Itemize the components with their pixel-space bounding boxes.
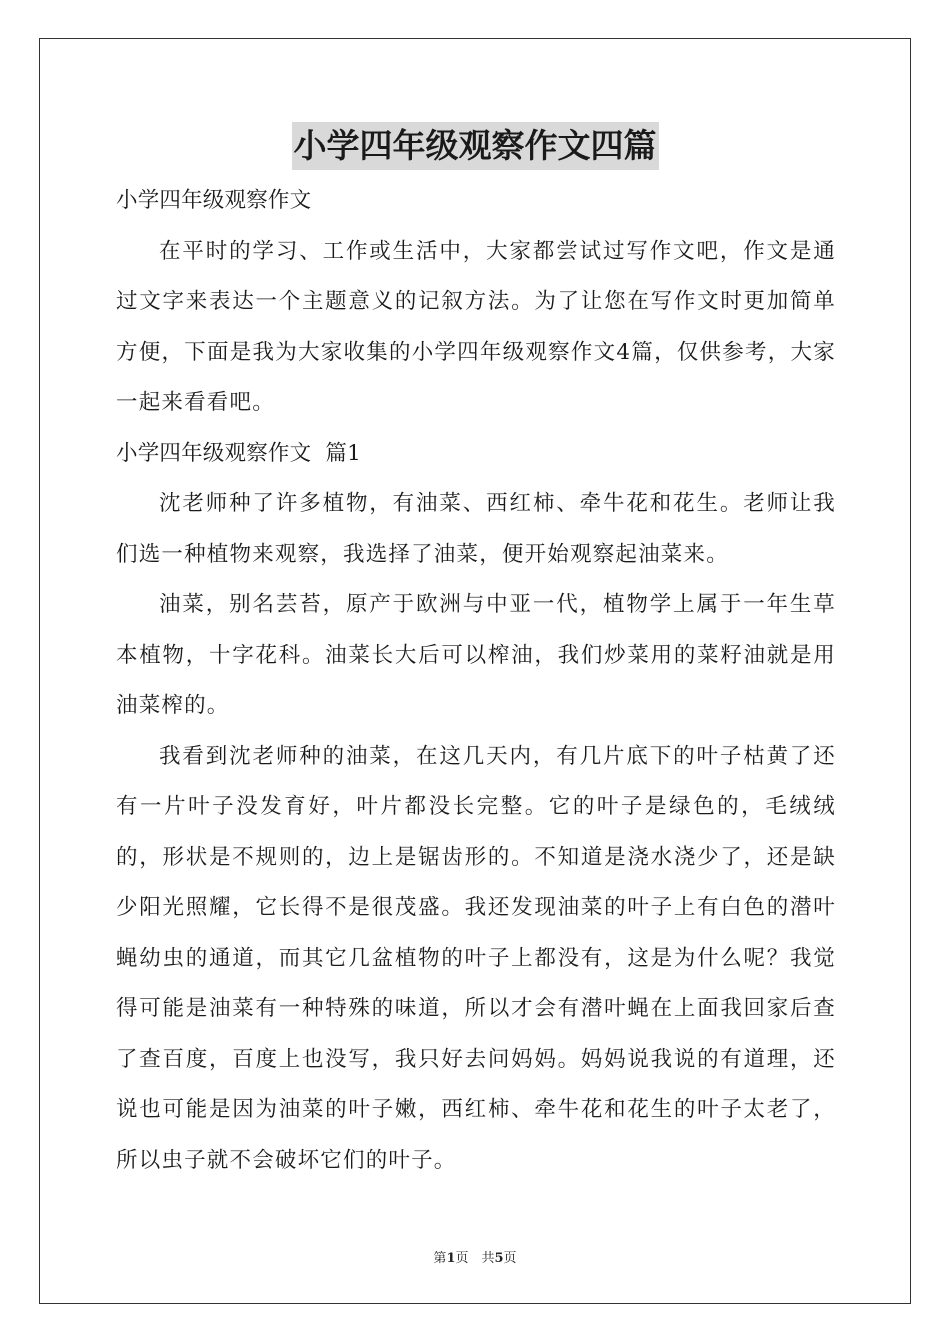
intro-paragraph: 在平时的学习、工作或生活中，大家都尝试过写作文吧，作文是通过文字来表达一个主题意义的记叙方法。为了让您在写作文时更加简单方便，下面是我为大家收集的小学四年级观察作文4篇，仅供参考，大家一起来看看吧。 [116, 238, 836, 415]
footer-mid: 页 共 [455, 1251, 495, 1266]
document-body [116, 176, 836, 1186]
current-page-number: 1 [446, 1251, 456, 1266]
document-subtitle: 小学四年级观察作文 [116, 188, 312, 213]
body-paragraph-1: 沈老师种了许多植物，有油菜、西红柿、牵牛花和花生。老师让我们选一种植物来观察，我选择了油菜，便开始观察起油菜来。 [116, 491, 836, 567]
total-pages-number: 5 [494, 1251, 504, 1266]
body-paragraph-2: 油菜，别名芸苔，原产于欧洲与中亚一代，植物学上属于一年生草本植物，十字花科。油菜长大后可以榨油，我们炒菜用的菜籽油就是用油菜榨的。 [116, 592, 836, 718]
document-title: 小学四年级观察作文四篇 [292, 122, 659, 170]
body-paragraph-3: 我看到沈老师种的油菜，在这几天内，有几片底下的叶子枯黄了还有一片叶子没发育好，叶片都没长完整。它的叶子是绿色的，毛绒绒的，形状是不规则的，边上是锯齿形的。不知道是浇水浇少了，还是缺少阳光照耀，它长得不是很茂盛。我还发现油菜的叶子上有白色的潜叶蝇幼虫的通道，而其它几盆植物的叶子上都没有，这是为什么呢？我觉得可能是油菜有一种特殊的味道，所以才会有潜叶蝇在上面我回家后查了查百度，百度上也没写，我只好去问妈妈。妈妈说我说的有道理，还说也可能是因为油菜的叶子嫩，西红柿、牵牛花和花生的叶子太老了，所以虫子就不会破坏它们的叶子。 [116, 743, 836, 1173]
footer-suffix: 页 [503, 1251, 517, 1266]
title-container [0, 122, 950, 170]
page-footer [0, 1247, 950, 1266]
footer-prefix: 第 [433, 1251, 447, 1266]
section-heading: 小学四年级观察作文 篇1 [116, 440, 361, 466]
